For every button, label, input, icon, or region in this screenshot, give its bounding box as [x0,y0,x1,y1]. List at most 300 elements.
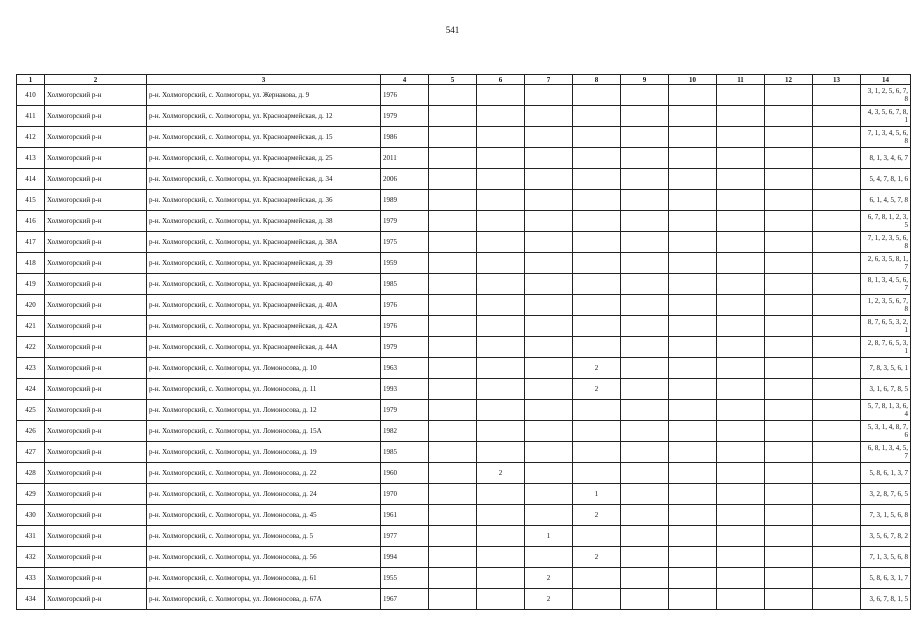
col7-cell: 1 [525,526,573,547]
col9-cell [621,169,669,190]
year-cell: 1977 [381,526,429,547]
table-row [17,463,911,484]
col11-cell [717,421,765,442]
address-cell: р-н. Холмогорский, с. Холмогоры, ул. Ломоносова, д. 11 [147,379,381,400]
year-cell: 1959 [381,253,429,274]
sequence-cell: 3, 6, 7, 8, 1, 5 [861,589,911,610]
address-cell: р-н. Холмогорский, с. Холмогоры, ул. Ломоносова, д. 10 [147,358,381,379]
table-row [17,547,911,568]
col13-cell [813,589,861,610]
column-header: 6 [477,75,525,85]
col6-cell [477,505,525,526]
col6-cell [477,148,525,169]
col8-cell [573,526,621,547]
row-number-cell: 431 [17,526,45,547]
district-cell: Холмогорский р-н [45,484,147,505]
table-row [17,379,911,400]
col6-cell [477,253,525,274]
col12-cell [765,505,813,526]
table-row [17,358,911,379]
table-row [17,526,911,547]
column-header: 2 [45,75,147,85]
col7-cell [525,106,573,127]
row-number-cell: 416 [17,211,45,232]
col5-cell [429,106,477,127]
col10-cell [669,274,717,295]
col7-cell [525,484,573,505]
table-row [17,211,911,232]
col12-cell [765,211,813,232]
row-number-cell: 415 [17,190,45,211]
row-number-cell: 419 [17,274,45,295]
row-number-cell: 433 [17,568,45,589]
col5-cell [429,232,477,253]
col7-cell [525,463,573,484]
col8-cell [573,232,621,253]
register-table [16,74,911,610]
col6-cell [477,274,525,295]
col10-cell [669,400,717,421]
col5-cell [429,379,477,400]
col8-cell [573,295,621,316]
col9-cell [621,379,669,400]
row-number-cell: 432 [17,547,45,568]
sequence-cell: 8, 1, 3, 4, 5, 6, 7 [861,274,911,295]
col6-cell [477,421,525,442]
col9-cell [621,589,669,610]
address-cell: р-н. Холмогорский, с. Холмогоры, ул. Красноармейская, д. 25 [147,148,381,169]
district-cell: Холмогорский р-н [45,316,147,337]
col6-cell [477,379,525,400]
district-cell: Холмогорский р-н [45,169,147,190]
col8-cell [573,274,621,295]
col6-cell [477,547,525,568]
sequence-cell: 3, 1, 6, 7, 8, 5 [861,379,911,400]
year-cell: 1970 [381,484,429,505]
address-cell: р-н. Холмогорский, с. Холмогоры, ул. Красноармейская, д. 39 [147,253,381,274]
col9-cell [621,505,669,526]
address-cell: р-н. Холмогорский, с. Холмогоры, ул. Ломоносова, д. 67А [147,589,381,610]
table-row [17,106,911,127]
col13-cell [813,190,861,211]
col10-cell [669,568,717,589]
table-row [17,232,911,253]
col12-cell [765,547,813,568]
col12-cell [765,169,813,190]
year-cell: 1993 [381,379,429,400]
col10-cell [669,337,717,358]
column-header: 3 [147,75,381,85]
address-cell: р-н. Холмогорский, с. Холмогоры, ул. Ломоносова, д. 22 [147,463,381,484]
col5-cell [429,526,477,547]
col12-cell [765,526,813,547]
address-cell: р-н. Холмогорский, с. Холмогоры, ул. Красноармейская, д. 15 [147,127,381,148]
col10-cell [669,190,717,211]
address-cell: р-н. Холмогорский, с. Холмогоры, ул. Красноармейская, д. 40 [147,274,381,295]
col7-cell [525,232,573,253]
column-header: 7 [525,75,573,85]
col6-cell [477,484,525,505]
col12-cell [765,589,813,610]
address-cell: р-н. Холмогорский, с. Холмогоры, ул. Ломоносова, д. 12 [147,400,381,421]
col12-cell [765,568,813,589]
year-cell: 1976 [381,85,429,106]
col7-cell [525,316,573,337]
col6-cell [477,442,525,463]
table-row [17,316,911,337]
col7-cell [525,421,573,442]
row-number-cell: 418 [17,253,45,274]
address-cell: р-н. Холмогорский, с. Холмогоры, ул. Красноармейская, д. 38 [147,211,381,232]
col11-cell [717,337,765,358]
col10-cell [669,232,717,253]
col6-cell [477,316,525,337]
address-cell: р-н. Холмогорский, с. Холмогоры, ул. Красноармейская, д. 42А [147,316,381,337]
col11-cell [717,295,765,316]
col10-cell [669,253,717,274]
district-cell: Холмогорский р-н [45,400,147,421]
sequence-cell: 6, 8, 1, 3, 4, 5, 7 [861,442,911,463]
col12-cell [765,274,813,295]
col5-cell [429,484,477,505]
col6-cell [477,85,525,106]
row-number-cell: 423 [17,358,45,379]
col5-cell [429,274,477,295]
col13-cell [813,127,861,148]
col5-cell [429,358,477,379]
col6-cell [477,589,525,610]
row-number-cell: 434 [17,589,45,610]
col13-cell [813,337,861,358]
col11-cell [717,358,765,379]
col10-cell [669,379,717,400]
sequence-cell: 1, 2, 3, 5, 6, 7, 8 [861,295,911,316]
col8-cell [573,85,621,106]
col8-cell [573,190,621,211]
col9-cell [621,463,669,484]
district-cell: Холмогорский р-н [45,148,147,169]
column-header: 10 [669,75,717,85]
sequence-cell: 6, 1, 4, 5, 7, 8 [861,190,911,211]
col8-cell [573,589,621,610]
col9-cell [621,400,669,421]
district-cell: Холмогорский р-н [45,211,147,232]
col6-cell [477,106,525,127]
year-cell: 1979 [381,211,429,232]
col8-cell [573,211,621,232]
column-header: 13 [813,75,861,85]
col8-cell [573,421,621,442]
year-cell: 1961 [381,505,429,526]
col11-cell [717,232,765,253]
row-number-cell: 428 [17,463,45,484]
sequence-cell: 5, 3, 1, 4, 8, 7, 6 [861,421,911,442]
table-row [17,589,911,610]
col13-cell [813,484,861,505]
address-cell: р-н. Холмогорский, с. Холмогоры, ул. Красноармейская, д. 36 [147,190,381,211]
address-cell: р-н. Холмогорский, с. Холмогоры, ул. Красноармейская, д. 40А [147,295,381,316]
col5-cell [429,442,477,463]
col7-cell [525,358,573,379]
column-header: 8 [573,75,621,85]
col8-cell [573,463,621,484]
col5-cell [429,421,477,442]
col6-cell [477,127,525,148]
col6-cell [477,211,525,232]
row-number-cell: 411 [17,106,45,127]
district-cell: Холмогорский р-н [45,526,147,547]
col13-cell [813,463,861,484]
row-number-cell: 429 [17,484,45,505]
col10-cell [669,316,717,337]
year-cell: 2006 [381,169,429,190]
district-cell: Холмогорский р-н [45,232,147,253]
row-number-cell: 424 [17,379,45,400]
sequence-cell: 8, 7, 6, 5, 3, 2, 1 [861,316,911,337]
col11-cell [717,589,765,610]
col12-cell [765,463,813,484]
address-cell: р-н. Холмогорский, с. Холмогоры, ул. Красноармейская, д. 34 [147,169,381,190]
col7-cell [525,400,573,421]
col12-cell [765,295,813,316]
district-cell: Холмогорский р-н [45,505,147,526]
col13-cell [813,505,861,526]
table-row [17,274,911,295]
sequence-cell: 3, 2, 8, 7, 6, 5 [861,484,911,505]
col5-cell [429,316,477,337]
col7-cell [525,274,573,295]
col11-cell [717,211,765,232]
district-cell: Холмогорский р-н [45,568,147,589]
address-cell: р-н. Холмогорский, с. Холмогоры, ул. Красноармейская, д. 44А [147,337,381,358]
col13-cell [813,568,861,589]
col6-cell [477,169,525,190]
sequence-cell: 3, 1, 2, 5, 6, 7, 8 [861,85,911,106]
row-number-cell: 425 [17,400,45,421]
district-cell: Холмогорский р-н [45,106,147,127]
col6-cell [477,190,525,211]
col8-cell [573,148,621,169]
col11-cell [717,169,765,190]
col12-cell [765,337,813,358]
sequence-cell: 7, 8, 3, 5, 6, 1 [861,358,911,379]
col9-cell [621,316,669,337]
col11-cell [717,547,765,568]
col5-cell [429,211,477,232]
col11-cell [717,442,765,463]
sequence-cell: 3, 5, 6, 7, 8, 2 [861,526,911,547]
table-row [17,190,911,211]
table-row [17,295,911,316]
col8-cell [573,337,621,358]
sequence-cell: 8, 1, 3, 4, 6, 7 [861,148,911,169]
col11-cell [717,127,765,148]
col7-cell [525,547,573,568]
col12-cell [765,253,813,274]
sequence-cell: 6, 7, 8, 1, 2, 3, 5 [861,211,911,232]
col12-cell [765,484,813,505]
col10-cell [669,547,717,568]
header-row [17,75,911,85]
year-cell: 1985 [381,442,429,463]
col8-cell [573,568,621,589]
col6-cell [477,358,525,379]
col11-cell [717,484,765,505]
year-cell: 1979 [381,400,429,421]
district-cell: Холмогорский р-н [45,379,147,400]
col8-cell [573,106,621,127]
row-number-cell: 426 [17,421,45,442]
table-row [17,337,911,358]
col11-cell [717,190,765,211]
col11-cell [717,253,765,274]
col8-cell [573,253,621,274]
col9-cell [621,253,669,274]
district-cell: Холмогорский р-н [45,589,147,610]
col12-cell [765,316,813,337]
year-cell: 1985 [381,274,429,295]
address-cell: р-н. Холмогорский, с. Холмогоры, ул. Ломоносова, д. 5 [147,526,381,547]
col5-cell [429,148,477,169]
col10-cell [669,589,717,610]
col6-cell [477,295,525,316]
col7-cell [525,253,573,274]
col5-cell [429,568,477,589]
col11-cell [717,379,765,400]
col13-cell [813,106,861,127]
col11-cell [717,568,765,589]
col13-cell [813,211,861,232]
col11-cell [717,274,765,295]
col12-cell [765,421,813,442]
column-header: 14 [861,75,911,85]
col12-cell [765,442,813,463]
district-cell: Холмогорский р-н [45,421,147,442]
col7-cell [525,85,573,106]
table-row [17,442,911,463]
col13-cell [813,232,861,253]
col7-cell: 2 [525,568,573,589]
district-cell: Холмогорский р-н [45,274,147,295]
col9-cell [621,190,669,211]
address-cell: р-н. Холмогорский, с. Холмогоры, ул. Ломоносова, д. 15А [147,421,381,442]
sequence-cell: 2, 6, 3, 5, 8, 1, 7 [861,253,911,274]
col8-cell [573,442,621,463]
col9-cell [621,232,669,253]
row-number-cell: 430 [17,505,45,526]
col10-cell [669,505,717,526]
year-cell: 1986 [381,127,429,148]
sequence-cell: 7, 3, 1, 5, 6, 8 [861,505,911,526]
col10-cell [669,148,717,169]
col6-cell [477,337,525,358]
row-number-cell: 412 [17,127,45,148]
col9-cell [621,127,669,148]
col12-cell [765,232,813,253]
col9-cell [621,484,669,505]
col6-cell [477,568,525,589]
col13-cell [813,421,861,442]
col8-cell [573,169,621,190]
col10-cell [669,169,717,190]
col13-cell [813,547,861,568]
col6-cell [477,400,525,421]
col11-cell [717,505,765,526]
address-cell: р-н. Холмогорский, с. Холмогоры, ул. Ломоносова, д. 19 [147,442,381,463]
col13-cell [813,316,861,337]
col12-cell [765,379,813,400]
col11-cell [717,85,765,106]
col5-cell [429,127,477,148]
year-cell: 1960 [381,463,429,484]
year-cell: 1976 [381,295,429,316]
col12-cell [765,358,813,379]
col7-cell [525,505,573,526]
col13-cell [813,442,861,463]
col8-cell: 1 [573,484,621,505]
col7-cell [525,190,573,211]
col9-cell [621,274,669,295]
col13-cell [813,358,861,379]
col7-cell [525,295,573,316]
col13-cell [813,526,861,547]
col7-cell [525,148,573,169]
col13-cell [813,379,861,400]
year-cell: 1979 [381,337,429,358]
col9-cell [621,421,669,442]
col8-cell: 2 [573,505,621,526]
col10-cell [669,106,717,127]
col6-cell: 2 [477,463,525,484]
table-row [17,568,911,589]
col12-cell [765,106,813,127]
col12-cell [765,127,813,148]
row-number-cell: 421 [17,316,45,337]
col10-cell [669,85,717,106]
col9-cell [621,295,669,316]
col7-cell [525,442,573,463]
table-body [17,85,911,610]
year-cell: 1976 [381,316,429,337]
col9-cell [621,337,669,358]
col9-cell [621,358,669,379]
col5-cell [429,400,477,421]
col9-cell [621,211,669,232]
col6-cell [477,232,525,253]
col8-cell [573,127,621,148]
col10-cell [669,463,717,484]
col11-cell [717,316,765,337]
col9-cell [621,106,669,127]
col13-cell [813,85,861,106]
col11-cell [717,463,765,484]
address-cell: р-н. Холмогорский, с. Холмогоры, ул. Ломоносова, д. 56 [147,547,381,568]
col12-cell [765,400,813,421]
col5-cell [429,85,477,106]
col13-cell [813,274,861,295]
col10-cell [669,484,717,505]
table-row [17,148,911,169]
col10-cell [669,127,717,148]
col10-cell [669,358,717,379]
col12-cell [765,148,813,169]
col10-cell [669,211,717,232]
column-header: 1 [17,75,45,85]
district-cell: Холмогорский р-н [45,190,147,211]
district-cell: Холмогорский р-н [45,85,147,106]
table-row [17,505,911,526]
table-row [17,127,911,148]
